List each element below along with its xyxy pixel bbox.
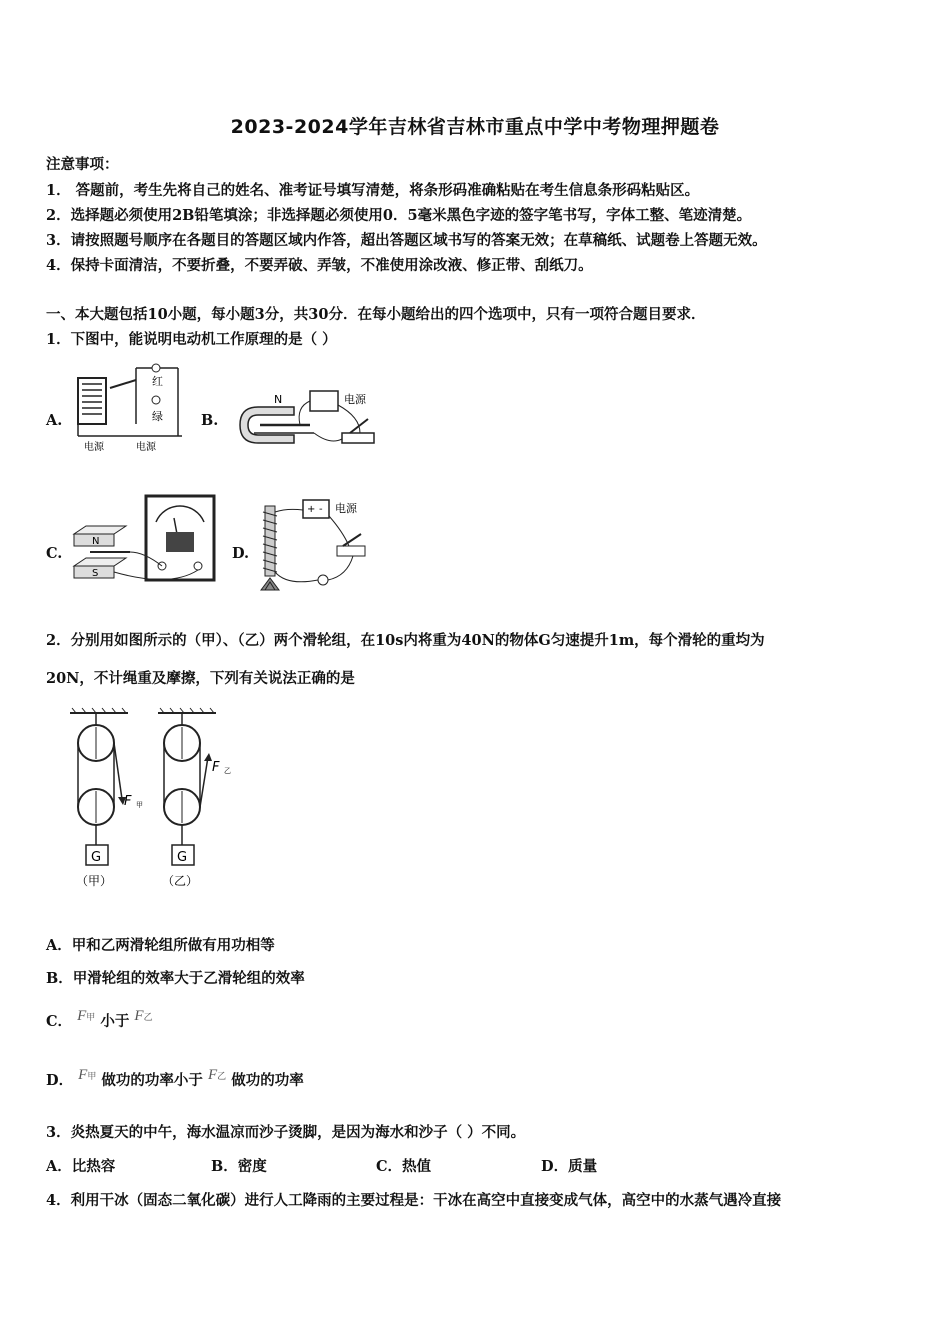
force-symbol: F甲 bbox=[77, 1008, 96, 1024]
q1-option-b-label: B. bbox=[201, 412, 219, 429]
label-f-jia: F bbox=[124, 794, 132, 809]
label-g-jia: G bbox=[91, 850, 102, 865]
label-f-yi-sub: 乙 bbox=[224, 767, 231, 775]
q1-option-c-label: C. bbox=[46, 545, 63, 562]
caption-jia: （甲） bbox=[76, 874, 113, 888]
label-green: 绿 bbox=[152, 410, 163, 423]
caption-yi: （乙） bbox=[162, 874, 199, 888]
q1-option-a-label: A. bbox=[46, 412, 63, 429]
q2-option-b: B．甲滑轮组的效率大于乙滑轮组的效率 bbox=[46, 970, 305, 987]
label-power: 电源 bbox=[335, 502, 357, 515]
label-s-pole: S bbox=[92, 568, 99, 579]
q2-option-c bbox=[46, 1008, 153, 1031]
force-symbol: F乙 bbox=[134, 1008, 153, 1024]
q2-option-c-text: 小于 bbox=[100, 1013, 130, 1030]
q2-option-d-text-1: 做功的功率小于 bbox=[101, 1072, 203, 1089]
label-f-jia-sub: 甲 bbox=[136, 801, 143, 809]
notice-item: 4．保持卡面清洁，不要折叠，不要弄破、弄皱，不准使用涂改液、修正带、刮纸刀。 bbox=[46, 257, 593, 274]
label-minus: - bbox=[319, 504, 323, 515]
question-3-stem: 3．炎热夏天的中午，海水温凉而沙子烫脚，是因为海水和沙子（ ）不同。 bbox=[46, 1124, 526, 1141]
q1-figure-d-electromagnet bbox=[257, 496, 377, 600]
question-4-stem: 4．利用干冰（固态二氧化碳）进行人工降雨的主要过程是：干冰在高空中直接变成气体，高空中的水蒸气遇冷直接 bbox=[46, 1192, 782, 1209]
section-heading: 一、本大题包括10小题，每小题3分，共30分．在每小题给出的四个选项中，只有一项符合题目要求． bbox=[46, 306, 706, 323]
q1-figure-c-generator-galvanometer bbox=[70, 492, 220, 588]
notice-item: 3．请按照题号顺序在各题目的答题区域内作答，超出答题区域书写的答案无效；在草稿纸、试题卷上答题无效。 bbox=[46, 232, 767, 249]
q2-option-d-label: D． bbox=[46, 1072, 74, 1089]
label-g-yi: G bbox=[177, 850, 188, 865]
label-power-2: 电源 bbox=[136, 442, 156, 453]
q3-option-d: D．质量 bbox=[541, 1158, 598, 1175]
question-1-stem: 1．下图中，能说明电动机工作原理的是（ ） bbox=[46, 331, 337, 348]
q2-option-d-text-2: 做功的功率 bbox=[231, 1072, 304, 1089]
label-power-1: 电源 bbox=[84, 442, 104, 453]
q3-option-a: A．比热容 bbox=[46, 1158, 116, 1175]
label-plus: + bbox=[307, 504, 316, 515]
notice-item: 2．选择题必须使用2B铅笔填涂；非选择题必须使用0．5毫米黑色字迹的签字笔书写，字体工整、笔迹清楚。 bbox=[46, 207, 752, 224]
notice-item: 1． 答题前，考生先将自己的姓名、准考证号填写清楚，将条形码准确粘贴在考生信息条形码粘贴区。 bbox=[46, 182, 700, 199]
q3-option-b: B．密度 bbox=[211, 1158, 267, 1175]
question-2-stem-2: 20N，不计绳重及摩擦，下列有关说法正确的是 bbox=[46, 670, 355, 687]
q1-figure-b-motor-principle bbox=[230, 385, 380, 455]
question-2-stem-1: 2．分别用如图所示的（甲）、（乙）两个滑轮组，在10s内将重为40N的物体G匀速提升1m，每个滑轮的重均为 bbox=[46, 632, 765, 649]
q2-option-a: A．甲和乙两滑轮组所做有用功相等 bbox=[46, 937, 275, 954]
label-power: 电源 bbox=[344, 393, 366, 406]
label-n-pole: N bbox=[92, 536, 100, 547]
label-n: N bbox=[274, 393, 283, 406]
force-symbol: F乙 bbox=[207, 1067, 227, 1083]
q1-option-d-label: D. bbox=[232, 545, 250, 562]
q2-option-d bbox=[46, 1067, 304, 1090]
q2-option-c-label: C． bbox=[46, 1013, 73, 1030]
page-title: 2023-2024学年吉林省吉林市重点中学中考物理押题卷 bbox=[230, 116, 720, 138]
q1-figure-a-relay-circuit bbox=[74, 358, 186, 454]
notice-heading: 注意事项： bbox=[46, 156, 119, 173]
q3-option-c: C．热值 bbox=[376, 1158, 432, 1175]
label-red: 红 bbox=[152, 375, 163, 388]
label-f-yi: F bbox=[212, 760, 220, 775]
force-symbol: F甲 bbox=[78, 1067, 97, 1083]
q2-figure-pulleys bbox=[62, 705, 252, 895]
